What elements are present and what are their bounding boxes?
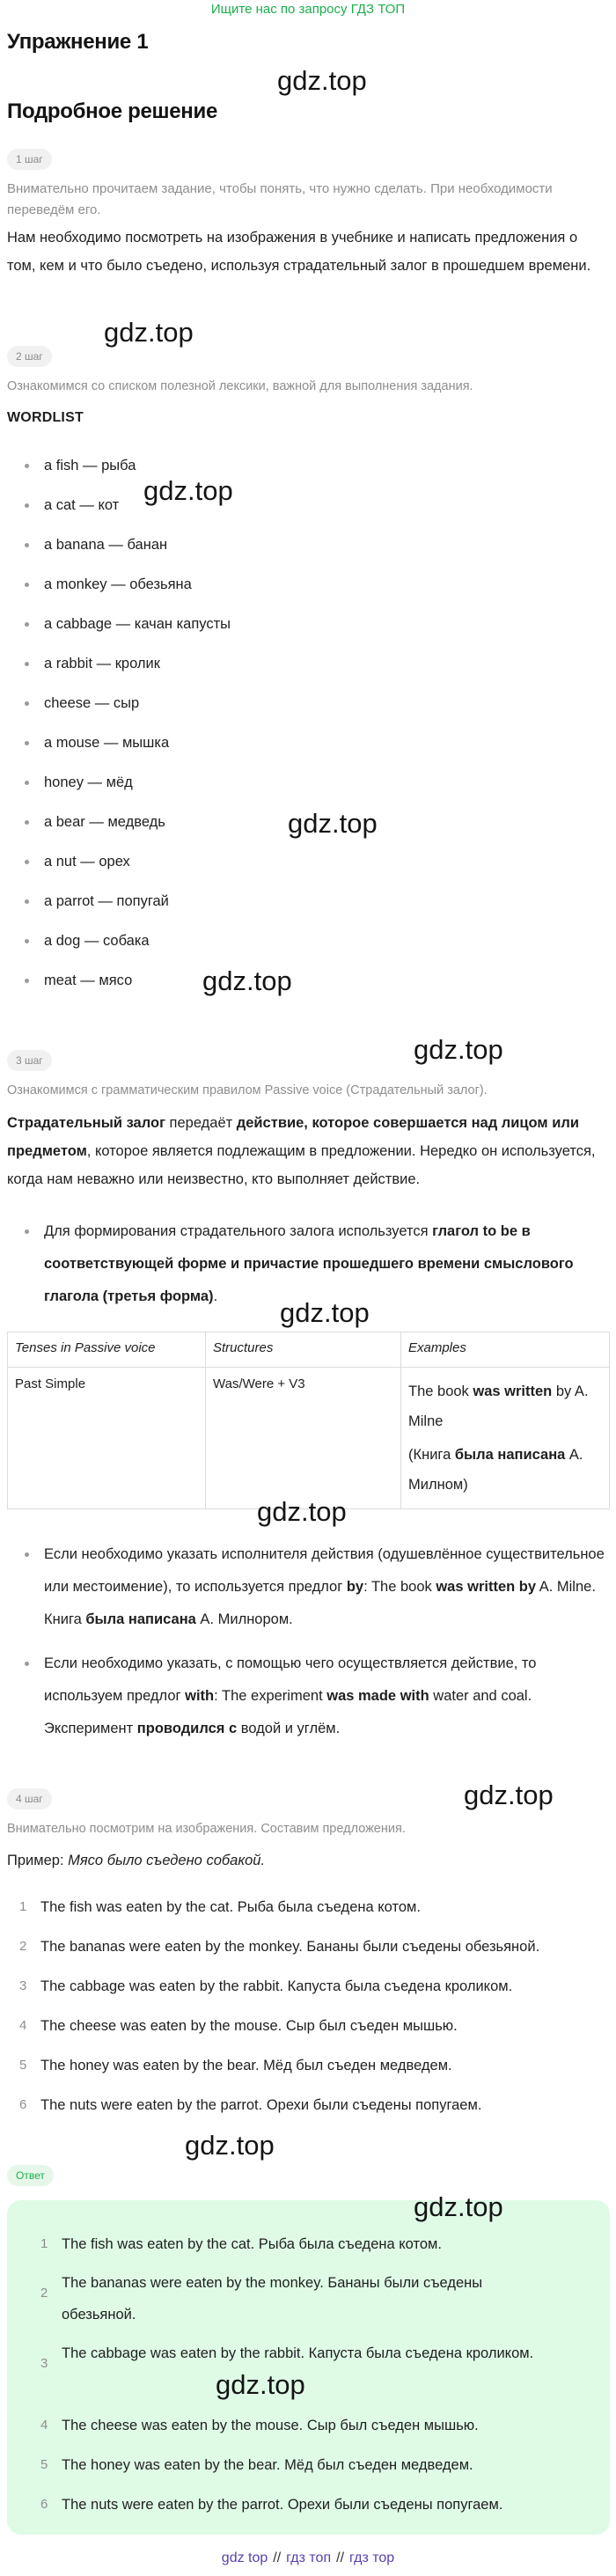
answer-list [28, 2234, 600, 2534]
watermark: gdz.top [257, 1496, 347, 1527]
passive-rule: Страдательный залог передаёт действие, которое совершается над лицом или предметом, которое является подлежащим в предложении. Нередко он используется, когда нам неважно или неизвестно, кто выполняет действие. [7, 1115, 596, 1187]
list-item: a parrot — попугай [7, 882, 231, 921]
watermark: gdz.top [104, 317, 194, 348]
footer-links [0, 2550, 616, 2566]
page-title: Упражнение 1 [7, 30, 149, 54]
watermark: gdz.top [216, 2369, 305, 2400]
step-hint-1: Внимательно прочитаем задание, чтобы понять, что нужно сделать. При необходимости переведём его. [7, 181, 553, 217]
list-item: 5 The honey was eaten by the bear. Мёд был съеден медведем. [19, 2058, 452, 2073]
footer-link[interactable]: gdz top [221, 2550, 268, 2565]
list-item: a mouse — мышка [7, 723, 231, 763]
list-item: 4 The cheese was eaten by the mouse. Сыр был съеден мышью. [40, 2418, 479, 2433]
table-row [8, 1368, 610, 1509]
footer-separator: // [336, 2550, 345, 2565]
watermark: gdz.top [414, 1034, 503, 1065]
list-item: a nut — орех [7, 842, 231, 882]
table-header: Examples [401, 1332, 610, 1368]
list-item: 6 The nuts were eaten by the parrot. Орехи были съедены попугаем. [40, 2497, 503, 2513]
watermark: gdz.top [288, 808, 378, 839]
list-item: a banana — банан [7, 525, 231, 565]
watermark: gdz.top [414, 2191, 503, 2222]
step-badge-3: 3 шаг [7, 1050, 52, 1071]
footer-link[interactable]: гдз топ [286, 2550, 332, 2565]
grammar-table [7, 1332, 610, 1509]
step-text-1: Нам необходимо посмотреть на изображения в учебнике и написать предложения о том, кем и что было съедено, используя страдательный залог в прошедшем времени. [7, 230, 591, 274]
table-cell: Past Simple [8, 1368, 206, 1509]
table-cell: Was/Were + V3 [206, 1368, 401, 1509]
watermark: gdz.top [464, 1780, 554, 1810]
list-item: a bear — медведь [7, 803, 231, 842]
step-hint-3: Ознакомимся с грамматическим правилом Passive voice (Страдательный залог). [7, 1083, 488, 1097]
list-item: a dog — собака [7, 921, 231, 961]
step-badge-1: 1 шаг [7, 149, 52, 170]
list-item: 4 The cheese was eaten by the mouse. Сыр был съеден мышью. [19, 2018, 458, 2034]
list-item: honey — мёд [7, 763, 231, 803]
step-hint-2: Ознакомимся со списком полезной лексики, важной для выполнения задания. [7, 379, 473, 393]
answer-badge: Ответ [7, 2165, 54, 2186]
list-item: a cat — кот [7, 486, 231, 525]
list-item: 6 The nuts were eaten by the parrot. Орехи были съедены попугаем. [19, 2097, 482, 2113]
wordlist-heading: WORDLIST [7, 410, 84, 425]
example-sentence: Пример: Мясо было съедено собакой. [7, 1853, 266, 1868]
list-item: a rabbit — кролик [7, 644, 231, 684]
footer-link[interactable]: гдз тор [349, 2550, 395, 2565]
table-header: Structures [206, 1332, 401, 1368]
wordlist [7, 446, 231, 1001]
list-item: cheese — сыр [7, 684, 231, 723]
rule-bullet-by: Если необходимо указать исполнителя действия (одушевлённое существительное или местоимение), то используется предлог by: The book was written by A. Milne. Книга была написана А. Милнором. [7, 1538, 609, 1636]
rule-bullet-formation: Для формирования страдательного залога используется глагол to be в соответствующей форме и причастие прошедшего времени смыслового глагола (третья форма). [7, 1215, 609, 1313]
watermark: gdz.top [202, 965, 292, 996]
list-item: 5 The honey was eaten by the bear. Мёд был съеден медведем. [40, 2457, 473, 2473]
table-cell [401, 1368, 610, 1509]
watermark: gdz.top [280, 1297, 370, 1328]
list-item: a fish — рыба [7, 446, 231, 486]
table-header: Tenses in Passive voice [8, 1332, 206, 1368]
list-item: meat — мясо [7, 961, 231, 1001]
example-en: The book was written by A. Milne [408, 1383, 589, 1429]
watermark: gdz.top [277, 65, 367, 96]
rule-bullet-with: Если необходимо указать, с помощью чего осуществляется действие, то используем предлог with: The experiment was made with water and coal. Эксперимент проводился с водой и углём. [7, 1648, 609, 1745]
table-header-row [8, 1332, 610, 1368]
list-item: 3 The cabbage was eaten by the rabbit. Капуста была съедена кроликом. [40, 2345, 534, 2371]
step-badge-4: 4 шаг [7, 1788, 52, 1809]
step-hint-4: Внимательно посмотрим на изображения. Составим предложения. [7, 1822, 406, 1836]
list-item: a cabbage — качан капусты [7, 605, 231, 644]
footer-separator: // [273, 2550, 282, 2565]
list-item: 2 The bananas were eaten by the monkey. Бананы были съедены обезьяной. [19, 1939, 540, 1955]
solution-list [7, 1897, 609, 2134]
list-item: a monkey — обезьяна [7, 565, 231, 605]
watermark: gdz.top [143, 475, 233, 506]
list-item: 1 The fish was eaten by the cat. Рыба была съедена котом. [19, 1899, 421, 1915]
list-item: 2 The bananas were eaten by the monkey. Бананы были съедены обезьяной. [40, 2275, 483, 2323]
list-item: 3 The cabbage was eaten by the rabbit. Капуста была съедена кроликом. [19, 1978, 513, 1994]
example-ru: (Книга была написана А. Милном) [408, 1447, 583, 1493]
step-badge-2: 2 шаг [7, 346, 52, 367]
watermark: gdz.top [185, 2130, 275, 2161]
list-item: 1 The fish was eaten by the cat. Рыба была съедена котом. [40, 2236, 442, 2252]
section-title: Подробное решение [7, 99, 218, 123]
search-hint-link[interactable]: Ищите нас по запросу ГДЗ ТОП [210, 2, 406, 17]
